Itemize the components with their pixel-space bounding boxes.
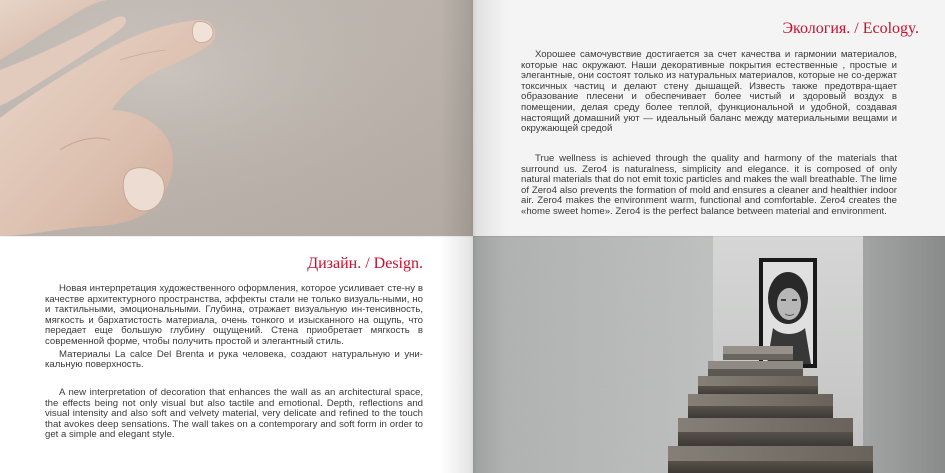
ecology-ru-paragraph: Хорошее самочувствие достигается за счет качества и гармонии материалов, которые нас окружают. Наши декоративные покрытия естественные , простые и элегантные, они состоят только из натуральных материалов, которые не со-держат токсичных частиц и делают стену дышащей. Известь также предотвра-щает образование плесени и обеспечивает более чистый и здоровый воздух в помещении, делая среду более теплой, функциональной и удобной, создавая настоящий домашний уют — идеальный баланс между материальными вещами и окружающей средой <box>521 49 897 135</box>
staircase-photo <box>473 236 945 473</box>
design-section <box>0 236 473 473</box>
hand-on-wall-photo <box>0 0 473 236</box>
design-en-paragraph: A new interpretation of decoration that enhances the wall as an architectural space, the effects being not only visual but also tactile and emotional. Depth, reflections and visual intensity and also soft and velvety material, very delicate and refined to the touch that avokes deep sensations. The wall takes on a contemporary and soft form in order to get a simple and elegant style. <box>45 387 423 441</box>
horizontal-divider <box>0 236 945 237</box>
staircase-photo-svg <box>473 236 945 473</box>
ecology-en-text <box>521 154 897 218</box>
ecology-section <box>473 0 945 236</box>
ecology-ru-text <box>521 50 897 135</box>
ecology-en-paragraph: True wellness is achieved through the quality and harmony of the materials that surround us. Zero4 is naturalness, simplicity and elegance. it is composed of only natural materials that do not emit toxic particles and makes the wall breathable. The lime of Zero4 also prevents the formation of mold and ensures a cleaner and healthier indoor air. Zero4 makes the environment warm, functional and comfortable. Zero4 creates the «home sweet home». Zero4 is the perfect balance between material and environment. <box>521 153 897 217</box>
design-ru-paragraph-1: Новая интерпретация художественного оформления, которое усиливает сте-ну в качестве архитектурного пространства, эффекты стали не только визуаль-ными, но и тактильными, эмоциональными. Глубина, отражает визуальную ин-тенсивность, мягкость и бархатистость материала, очень тонкого и изысканного на ощупь, что передает еще большую глубину ощущений. Стена приобретает мягкость в современной форме, чтобы получить простой и элегантный стиль. <box>45 283 423 347</box>
design-heading: Дизайн. / Design. <box>307 255 423 272</box>
hand-photo-svg <box>0 0 473 236</box>
design-ru-text <box>45 284 423 371</box>
design-ru-paragraph-2: Материалы La calce Del Brenta и рука человека, создают натуральную и уни-кальную поверхность. <box>45 348 423 371</box>
design-en-text <box>45 388 423 441</box>
ecology-heading: Экология. / Ecology. <box>782 20 919 37</box>
